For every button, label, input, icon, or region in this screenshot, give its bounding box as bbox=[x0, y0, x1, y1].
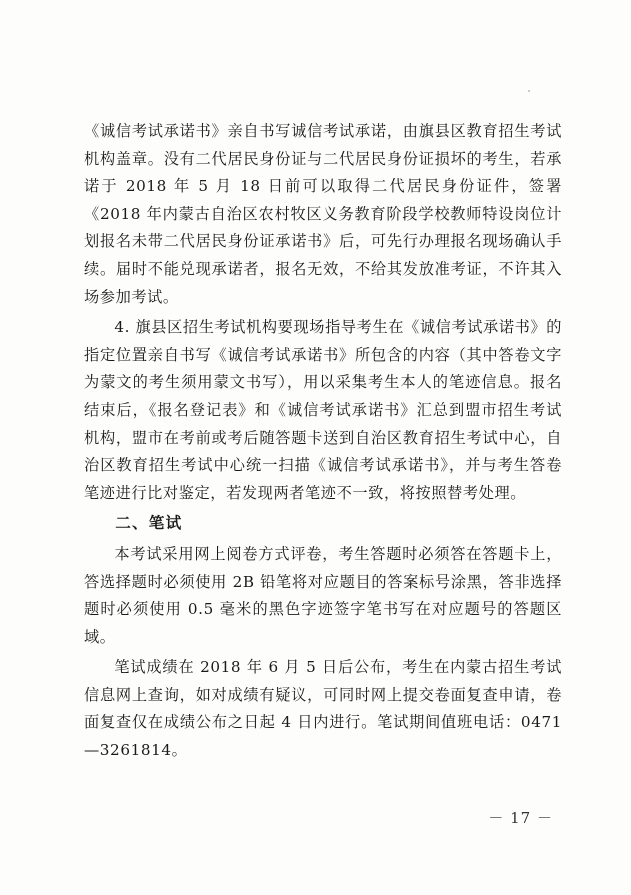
paragraph-handwriting-collection: 4. 旗县区招生考试机构要现场指导考生在《诚信考试承诺书》的指定位置亲自书写《诚信考试承诺书》所包含的内容（其中答卷文字为蒙文的考生须用蒙文书写），用以采集考生本人的笔迹信息。报名结束后，《报名登记表》和《诚信考试承诺书》汇总到盟市招生考试机构，盟市在考前或考后随答题卡送到自治区教育招生考试中心，自治区教育招生考试中心统一扫描《诚信考试承诺书》，并与考生答卷笔迹进行比对鉴定，若发现两者笔迹不一致，将按照替考处理。 bbox=[84, 318, 562, 502]
paragraph-score-release: 笔试成绩在 2018 年 6 月 5 日后公布，考生在内蒙古招生考试信息网上查询，如对成绩有疑议，可同时网上提交卷面复查申请，卷面复查仅在成绩公布之日起 4 日内进行。笔试期间值班电话：0471—3261814。 bbox=[84, 658, 562, 760]
page-number: － 17 － bbox=[488, 809, 553, 827]
document-body bbox=[84, 118, 562, 765]
paragraph-online-marking: 本考试采用网上阅卷方式评卷，考生答题时必须答在答题卡上，答选择题时必须使用 2B 铅笔将对应题目的答案标号涂黑，答非选择题时必须使用 0.5 毫米的黑色字迹签字笔书写在对应题号的答题区域。 bbox=[84, 544, 562, 646]
scan-speck bbox=[528, 90, 530, 92]
section-heading-written-exam: 二、笔试 bbox=[115, 514, 183, 533]
paragraph-commitment-continued: 《诚信考试承诺书》亲自书写诚信考试承诺，由旗县区教育招生考试机构盖章。没有二代居民身份证与二代居民身份证损坏的考生，若承诺于 2018 年 5 月 18 日前可以取得二代居民身份证件，签署《2018 年内蒙古自治区农村牧区义务教育阶段学校教师特设岗位计划报名未带二代居民身份证承诺书》后，可先行办理报名现场确认手续。届时不能兑现承诺者，报名无效，不给其发放准考证，不许其入场参加考试。 bbox=[84, 122, 562, 306]
